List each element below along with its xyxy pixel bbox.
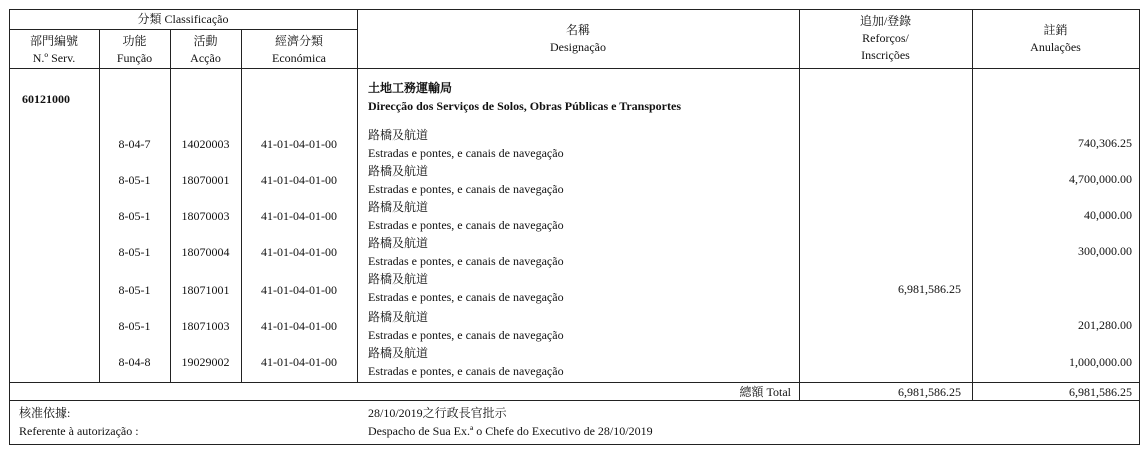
row-func: 8-05-1 [118, 319, 151, 333]
func-header-zh: 功能 [122, 34, 147, 48]
row-desig-pt: Estradas e pontes, e canais de navegação [368, 364, 564, 378]
row-anulacoes: 40,000.00 [1084, 208, 1132, 222]
row-func: 8-05-1 [118, 245, 151, 259]
row-desig-zh: 路橋及航道 [368, 272, 429, 286]
border-right [1139, 9, 1140, 445]
econ-header-pt: Económica [272, 51, 326, 65]
row-act: 14020003 [181, 137, 230, 151]
row-econ: 41-01-04-01-00 [261, 209, 337, 223]
act-header-zh: 活動 [193, 34, 218, 48]
classification-underline [9, 29, 357, 30]
row-desig-pt: Estradas e pontes, e canais de navegação [368, 328, 564, 342]
row-econ: 41-01-04-01-00 [261, 137, 337, 151]
anul-header-zh: 註銷 [1043, 23, 1068, 37]
row-desig-zh: 路橋及航道 [368, 346, 429, 360]
header-bottom-line [9, 68, 1140, 69]
entity-name-pt: Direcção dos Serviços de Solos, Obras Públicas e Transportes [368, 99, 681, 113]
row-econ: 41-01-04-01-00 [261, 355, 337, 369]
ref-header-pt2: Inscrições [861, 48, 910, 62]
row-desig-pt: Estradas e pontes, e canais de navegação [368, 218, 564, 232]
entity-name-zh: 土地工務運輸局 [368, 81, 453, 95]
row-desig-zh: 路橋及航道 [368, 128, 429, 142]
row-act: 19029002 [181, 355, 230, 369]
authorization-label-pt: Referente à autorização : [19, 424, 139, 438]
row-econ: 41-01-04-01-00 [261, 283, 337, 297]
row-func: 8-04-8 [118, 355, 151, 369]
total-label: 總額 Total [739, 385, 791, 399]
border-left [9, 9, 10, 445]
row-desig-pt: Estradas e pontes, e canais de navegação [368, 146, 564, 160]
row-anulacoes: 4,700,000.00 [1069, 172, 1132, 186]
row-desig-zh: 路橋及航道 [368, 310, 429, 324]
row-desig-zh: 路橋及航道 [368, 164, 429, 178]
row-econ: 41-01-04-01-00 [261, 245, 337, 259]
anul-header-pt: Anulações [1030, 40, 1081, 54]
row-econ: 41-01-04-01-00 [261, 173, 337, 187]
total-reforcos: 6,981,586.25 [898, 385, 961, 399]
row-econ: 41-01-04-01-00 [261, 319, 337, 333]
authorization-value-zh: 28/10/2019之行政長官批示 [368, 406, 507, 420]
col-line-6 [972, 9, 973, 401]
budget-table [9, 9, 1140, 445]
row-anulacoes: 201,280.00 [1078, 318, 1132, 332]
row-reforcos: 6,981,586.25 [898, 282, 961, 296]
authorization-label-zh: 核准依據: [19, 406, 71, 420]
econ-header-zh: 經濟分類 [274, 34, 323, 48]
total-top-line [9, 382, 1140, 383]
authorization-value-pt: Despacho de Sua Ex.ª o Chefe do Executivo de 28/10/2019 [368, 424, 653, 438]
entity-code: 60121000 [22, 92, 70, 106]
row-func: 8-04-7 [118, 137, 151, 151]
row-desig-pt: Estradas e pontes, e canais de navegação [368, 182, 564, 196]
col-line-4 [357, 9, 358, 382]
row-func: 8-05-1 [118, 173, 151, 187]
row-anulacoes: 740,306.25 [1078, 136, 1132, 150]
ref-header-pt1: Reforços/ [862, 31, 909, 45]
row-anulacoes: 1,000,000.00 [1069, 355, 1132, 369]
ref-header-zh: 追加/登錄 [859, 14, 912, 28]
row-act: 18070004 [181, 245, 230, 259]
desig-header-zh: 名稱 [565, 23, 590, 37]
func-header-pt: Função [116, 51, 153, 65]
desig-header-pt: Designação [550, 40, 606, 54]
classification-header: 分類 Classificação [137, 12, 229, 26]
act-header-pt: Acção [190, 51, 221, 65]
row-desig-pt: Estradas e pontes, e canais de navegação [368, 290, 564, 304]
row-func: 8-05-1 [118, 283, 151, 297]
row-desig-pt: Estradas e pontes, e canais de navegação [368, 254, 564, 268]
row-desig-zh: 路橋及航道 [368, 236, 429, 250]
total-anulacoes: 6,981,586.25 [1069, 385, 1132, 399]
border-top [9, 9, 1140, 10]
row-anulacoes: 300,000.00 [1078, 244, 1132, 258]
dept-header-zh: 部門編號 [29, 34, 78, 48]
row-desig-zh: 路橋及航道 [368, 200, 429, 214]
row-act: 18071003 [181, 319, 230, 333]
col-line-5 [799, 9, 800, 401]
row-act: 18070001 [181, 173, 230, 187]
row-act: 18071001 [181, 283, 230, 297]
row-func: 8-05-1 [118, 209, 151, 223]
border-bottom [9, 444, 1140, 445]
dept-header-pt: N.º Serv. [32, 51, 76, 65]
row-act: 18070003 [181, 209, 230, 223]
total-bottom-line [9, 400, 1140, 401]
